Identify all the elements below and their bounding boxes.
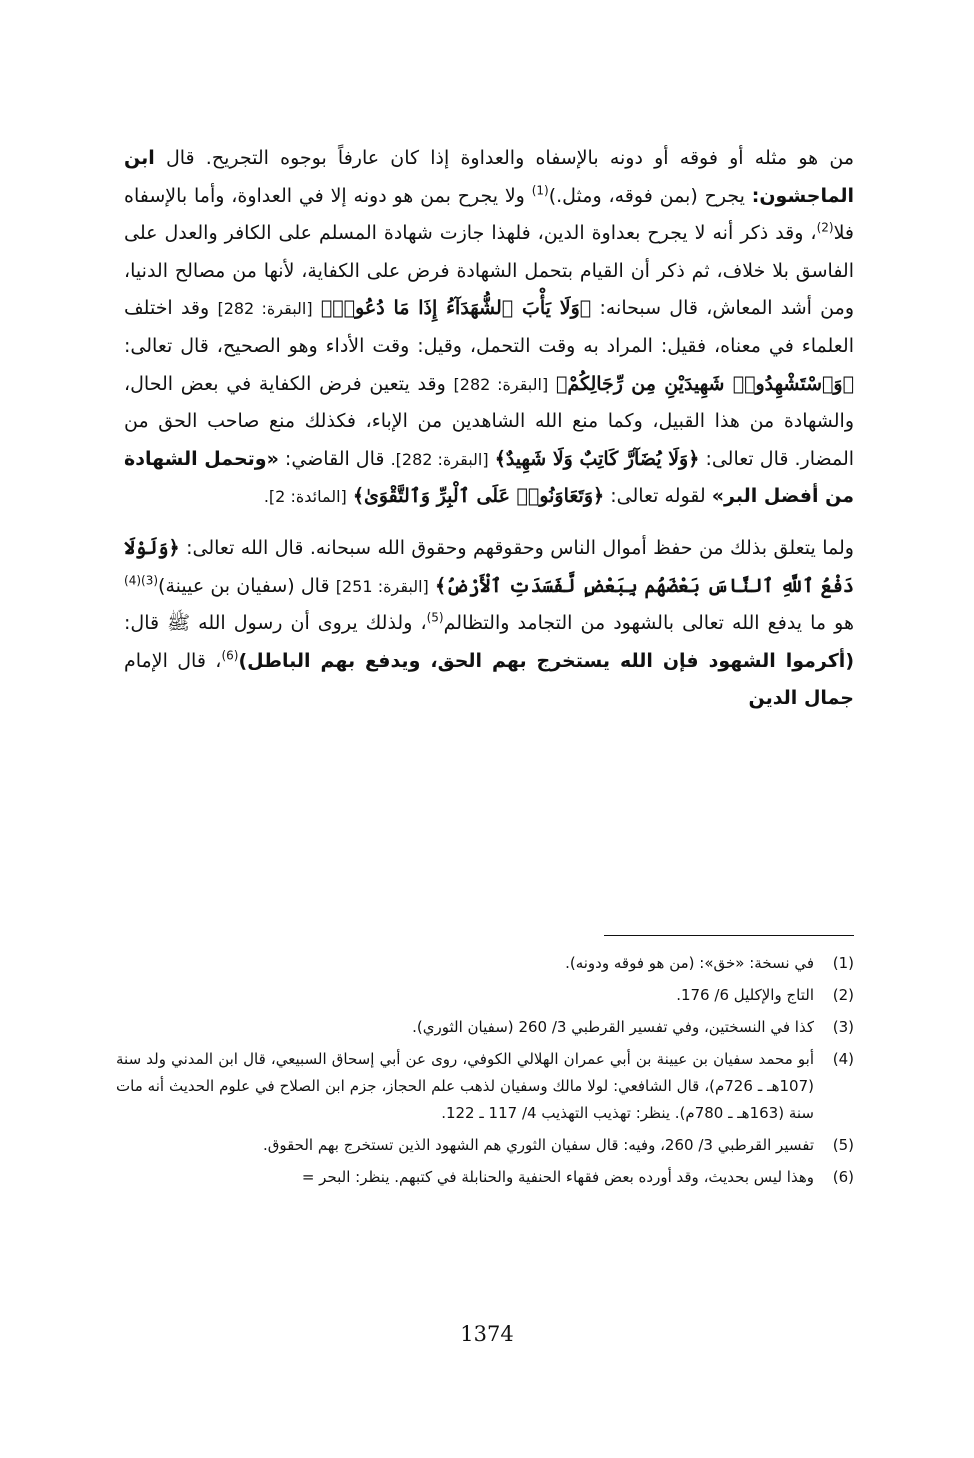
footnote-text: أبو محمد سفيان بن عيينة بن أبي عمران الهلالي الكوفي، روى عن أبي إسحاق السبيعي، قال ابن المدني ولد سنة (107هـ ـ 726م)، قال الشافعي: لولا مالك وسفيان لذهب علم الحجاز، جزم ابن الصلاح في علوم الحديث أنه مات سنة (163هـ ـ 780م). ينظر: تهذيب التهذيب 4/ 117 ـ 122. (116, 1050, 814, 1122)
footnote-text: تفسير القرطبي 3/ 260، وفيه: قال سفيان الثوري هم الشهود الذين تستخرج بهم الحقوق. (262, 1136, 814, 1154)
text-run: قال (سفيان بن عيينة) (158, 574, 336, 597)
bold-quote: «وتحمل الشهادة من أفضل البر» (124, 447, 854, 508)
footnote-number: (5) (832, 1136, 854, 1154)
paragraph-2 (124, 530, 854, 718)
quran-verse: ﴿وَتَعَاوَنُوا۟ عَلَى ٱلْبِرِّ وَٱلتَّقْوَىٰ﴾ (352, 485, 605, 508)
footnote-number: (2) (832, 986, 854, 1004)
footnote-item (116, 950, 854, 977)
footnote-number: (6) (832, 1168, 854, 1186)
footnote-number: (1) (832, 954, 854, 972)
footnote-ref[interactable]: (5) (426, 610, 444, 625)
quran-verse: ﴿وَلَا يُضَآرَّ كَاتِبٌ وَلَا شَهِيدٌ﴾ (494, 447, 700, 470)
bold-hadith: (أكرموا الشهود فإن الله يستخرج بهم الحق، ويدفع بهم الباطل) (238, 649, 854, 672)
quran-verse: ﴿وَلَا يَأْبَ ٱلشُّهَدَآءُ إِذَا مَا دُعُوا۟﴾ (320, 297, 592, 320)
text-run: يجرح (بمن فوقه، ومثل.) (548, 184, 745, 207)
verse-source: [البقرة: 251] (335, 576, 429, 596)
text-run: وقد يتعين فرض الكفاية في بعض الحال، والشهادة من هذا القبيل، وكما منع الله الشاهدين من الإباء، فكذلك منع صاحب الحق من المضار. قال تعالى: (124, 372, 855, 470)
footnote-item (116, 1132, 854, 1159)
footnote-text: في نسخة: «خق»: (من هو فوقه ودونه). (565, 954, 814, 972)
text-run: ولما يتعلق بذلك من حفظ أموال الناس وحقوقهم وحقوق الله سبحانه. قال الله تعالى: (186, 536, 854, 559)
text-run: ، وقد ذكر أنه لا يجرح بعداوة الدين، فلهذا جازت شهادة المسلم على الكافر والعدل على الفاسق بلا خلاف، ثم ذكر أن القيام بتحمل الشهادة فرض على الكفاية، لأنها من مصالح الدنيا، ومن أشد المعاش، قال سبحانه: (124, 222, 854, 320)
footnote-item (116, 1046, 854, 1127)
page-number: 1374 (460, 1322, 514, 1346)
text-run: من هو مثله أو فوقه أو دونه بالإسفاه والعداوة إذا كان عارفاً بوجوه التجريح. قال (165, 147, 854, 169)
footnote-item (116, 982, 854, 1009)
footnote-number: (4) (832, 1050, 854, 1068)
footnote-item (116, 1014, 854, 1041)
quran-verse: ﴿وَلَوْلَا دَفْعُ ٱللَّهِ ٱلنَّاسَ بَعْضَهُم بِبَعْضٍ لَّفَسَدَتِ ٱلْأَرْضُ﴾ (124, 536, 854, 597)
verse-source: [البقرة: 282] (217, 299, 313, 319)
footnote-text: التاج والإكليل 6/ 176. (676, 986, 814, 1004)
verse-source: [البقرة: 282]. (390, 449, 489, 469)
footnote-text: وهذا ليس بحديث، وقد أورده بعض فقهاء الحنفية والحنابلة في كتبهم. ينظر: البحر = (301, 1168, 814, 1186)
verse-source: [المائدة: 2]. (263, 487, 347, 507)
footnote-item (116, 1164, 854, 1191)
footnote-ref[interactable]: (1) (531, 183, 549, 198)
footnote-divider (604, 935, 854, 936)
text-run: ولا يجرح بمن هو دونه إلا في العداوة، وأما بالإسفاه فلا (124, 184, 854, 245)
footnote-number: (3) (832, 1018, 854, 1036)
text-run: ، ولذلك يروى أن رسول الله ﷺ قال: (124, 612, 427, 635)
quran-verse: ﴿وَٱسْتَشْهِدُوا۟ شَهِيدَيْنِ مِن رِّجَالِكُمْ﴾ (555, 372, 854, 395)
footnote-ref[interactable]: (2) (816, 220, 834, 235)
footnote-ref[interactable]: (6) (221, 648, 239, 663)
text-run: هو ما يدفع الله تعالى بالشهود من التجامد والتظالم (443, 612, 854, 635)
footnote-ref[interactable]: (3)(4) (124, 573, 159, 588)
footnotes-list (116, 950, 854, 1196)
paragraph-1 (124, 140, 854, 516)
text-run: وقد اختلف العلماء في معناه، فقيل: المراد به وقت التحمل، وقيل: وقت الأداء وهو الصحيح، قال تعالى: (124, 297, 854, 357)
text-run: لقوله تعالى: (610, 485, 706, 508)
text-run: ، قال الإمام (124, 649, 222, 672)
verse-source: [البقرة: 282] (453, 374, 549, 394)
bold-name: ابن الماجشون: (124, 147, 855, 207)
main-text (124, 140, 854, 718)
text-run: قال القاضي: (284, 447, 385, 470)
footnote-text: كذا في النسختين، وفي تفسير القرطبي 3/ 260 (سفيان الثوري). (412, 1018, 814, 1036)
bold-name: جمال الدين (748, 687, 854, 710)
